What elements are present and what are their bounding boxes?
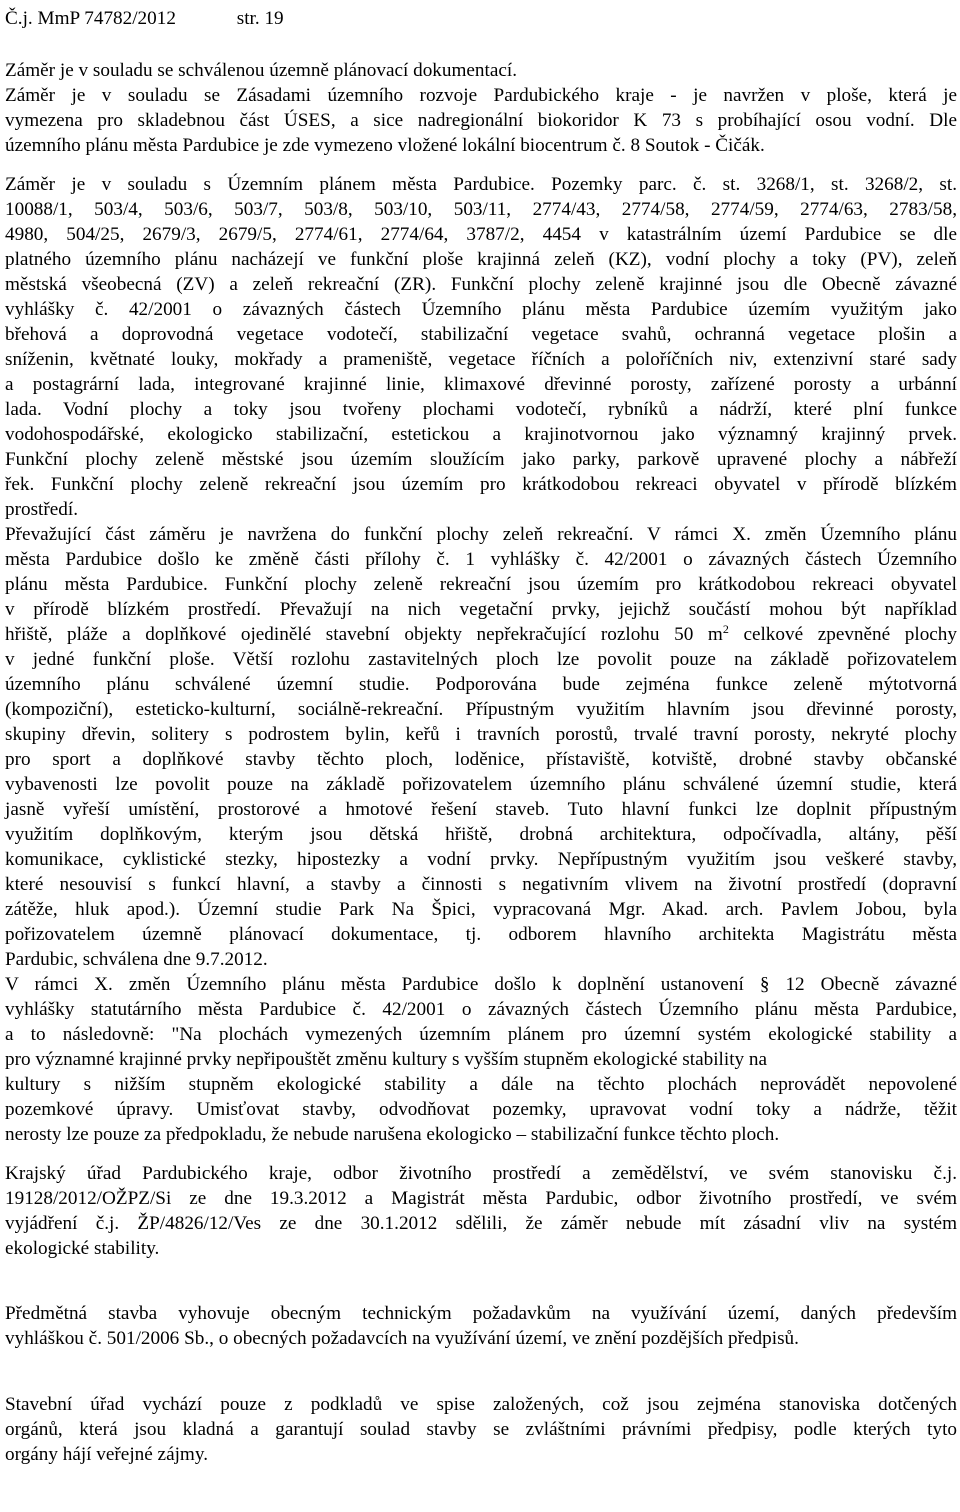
text-line: sníženin, květnaté louky, mokřady a prameniště, vegetace říčních a poloříčních niv, extenzivní staré sady — [5, 349, 957, 370]
paragraph — [5, 172, 957, 522]
text-line: břehová a doprovodná vegetace vodotečí, stabilizační vegetace svahů, ochranná vegetace plošin a — [5, 324, 957, 345]
text-line: Předmětná stavba vyhovuje obecným technickým požadavkům na využívání území, daných především — [5, 1303, 957, 1324]
paragraph — [5, 1161, 957, 1261]
document-page — [5, 6, 957, 1467]
text-line: vodohospodářské, ekologicko stabilizační, estetickou a krajinotvornou jako významný krajinný prvek. — [5, 424, 957, 445]
text-line: vymezena pro skladebnou část ÚSES, a sice nadregionální biokoridor K 73 s probíhající osou vodní. Dle — [5, 110, 957, 131]
text-line: plánu města Pardubice. Funkční plochy zeleně rekreační jsou územím pro krátkodobou rekreaci obyvatel — [5, 574, 957, 595]
text-line: kultury s nižším stupněm ekologické stability a dále na těchto plochách neprovádět nepovolené — [5, 1074, 957, 1095]
text-line: města Pardubice došlo ke změně části přílohy č. 1 vyhlášky č. 42/2001 o závazných částech Územního — [5, 549, 957, 570]
text-line: prostředí. — [5, 499, 79, 520]
paragraph — [5, 1392, 957, 1467]
text-line: vyjádření č.j. ŽP/4826/12/Ves ze dne 30.1.2012 sdělili, že záměr nebude mít zásadní vliv na systém — [5, 1213, 957, 1234]
text-line: Pardubic, schválena dne 9.7.2012. — [5, 949, 268, 970]
text-line: Záměr je v souladu s Územním plánem města Pardubice. Pozemky parc. č. st. 3268/1, st. 3268/2, st. — [5, 174, 957, 195]
text-line: a postagrární lada, integrované krajinné linie, klimaxové dřevinné porosty, zařízené porosty a urbánní — [5, 374, 957, 395]
text-line: územního plánu města Pardubice je zde vymezeno vložené lokální biocentrum č. 8 Soutok - Čičák. — [5, 135, 765, 156]
text-line: Krajský úřad Pardubického kraje, odbor životního prostředí a zemědělství, ve svém stanovisku č.j. — [5, 1163, 957, 1184]
text-line: orgánů, která jsou kladná a garantují soulad stavby se zvláštními právními předpisy, podle kterých tyto — [5, 1419, 957, 1440]
text-line: pro významné krajinné prvky nepřipouštět změnu kultury s vyšším stupněm ekologické stability na — [5, 1049, 768, 1070]
text-line: komunikace, cyklistické stezky, hipostezky a vodní prvky. Nepřípustným využitím jsou veškeré stavby, — [5, 849, 957, 870]
text-line: vyhlášky č. 42/2001 o závazných částech Územního plánu města Pardubice územím využitým jako — [5, 299, 957, 320]
text-line: vyhlášky statutárního města Pardubice č. 42/2001 o závazných částech Územního plánu města Pardubice, — [5, 999, 957, 1020]
text-line: platného územního plánu nacházejí ve funkční ploše krajinná zeleň (KZ), vodní plochy a toky (PV), zeleň — [5, 249, 957, 270]
text-line: zátěže, hluk apod.). Územní studie Park Na Špici, vypracovaná Mgr. Akad. arch. Pavlem Jobou, byla — [5, 899, 957, 920]
text-line: Stavební úřad vychází pouze z podkladů ve spise založených, což jsou zejména stanoviska dotčených — [5, 1394, 957, 1415]
text-line: 10088/1, 503/4, 503/6, 503/7, 503/8, 503/10, 503/11, 2774/43, 2774/58, 2774/59, 2774/63, 2783/58, — [5, 199, 957, 220]
text-line: 19128/2012/OŽPZ/Si ze dne 19.3.2012 a Magistrát města Pardubic, odbor životního prostředí, ve svém — [5, 1188, 957, 1209]
text-line: pro sport a doplňkové stavby těchto ploch, loděnice, přístaviště, kotviště, drobné stavby občanské — [5, 749, 957, 770]
paragraph — [5, 83, 957, 158]
paragraph — [5, 1301, 957, 1351]
page-number: str. 19 — [236, 8, 284, 29]
text-line: Převažující část záměru je navržena do funkční plochy zeleň rekreační. V rámci X. změn Územního plánu — [5, 524, 957, 545]
text-line: územního plánu schválené územní studie. Podporována bude zejména funkce zeleně mýtotvorná — [5, 674, 957, 695]
text-line: pozemkové úpravy. Umisťovat stavby, odvodňovat pozemky, upravovat vodní toky a nádrže, těžit — [5, 1099, 957, 1120]
text-line: a to následovně: "Na plochách vymezených územním plánem pro územní systém ekologické stability a — [5, 1024, 957, 1045]
text-line: Záměr je v souladu se Zásadami územního rozvoje Pardubického kraje - je navržen v ploše, která je — [5, 85, 957, 106]
text-line: Funkční plochy zeleně městské jsou územím sloužícím jako parky, parkově upravené plochy a nábřeží — [5, 449, 957, 470]
text-line: orgány hájí veřejné zájmy. — [5, 1444, 208, 1465]
text-line: V rámci X. změn Územního plánu města Pardubice došlo k doplnění ustanovení § 12 Obecně závazné — [5, 974, 957, 995]
reference-number: Č.j. MmP 74782/2012 — [5, 8, 176, 29]
text-line: využitím doplňkovým, kterým jsou dětská hřiště, drobná architektura, odpočívadla, altány, pěší — [5, 824, 957, 845]
page-header — [5, 6, 957, 31]
text-line: které nesouvisí s funkcí hlavní, a stavby a činnosti s negativním vlivem na životní prostředí (dopravní — [5, 874, 957, 895]
text-line: nerosty lze pouze za předpokladu, že nebude narušena ekologicko – stabilizační funkce těchto ploch. — [5, 1124, 780, 1145]
text-line: skupiny dřevin, solitery s podrostem bylin, keřů i travních porostů, trvalé travní porosty, nekryté plochy — [5, 724, 957, 745]
text-line: lada. Vodní plochy a toky jsou tvořeny plochami vodotečí, rybníků a nádrží, které plní funkce — [5, 399, 957, 420]
text-line: Záměr je v souladu se schválenou územně plánovací dokumentací. — [5, 60, 518, 81]
document-body — [5, 58, 957, 1467]
text-line: 4980, 504/25, 2679/3, 2679/5, 2774/61, 2774/64, 3787/2, 4454 v katastrálním území Pardubice se dle — [5, 224, 957, 245]
text-line: vyhláškou č. 501/2006 Sb., o obecných požadavcích na využívání území, ve znění pozdějších předpisů. — [5, 1328, 799, 1349]
text-line: městská všeobecná (ZV) a zeleň rekreační (ZR). Funkční plochy zeleně krajinné jsou dle Obecně závazné — [5, 274, 957, 295]
text-line: pořizovatelem územně plánovací dokumentace, tj. odborem hlavního architekta Magistrátu města — [5, 924, 957, 945]
text-line: vybavenosti lze povolit pouze na základě pořizovatelem územního plánu schválené územní studie, která — [5, 774, 957, 795]
text-line: řek. Funkční plochy zeleně rekreační jsou územím pro krátkodobou rekreaci obyvatel v přírodě blízkém — [5, 474, 957, 495]
text-line: v jedné funkční ploše. Větší rozlohu zastavitelných ploch lze povolit pouze na základě pořizovatelem — [5, 649, 957, 670]
paragraph — [5, 972, 957, 1147]
text-line: ekologické stability. — [5, 1238, 160, 1259]
text-line: (kompoziční), esteticko-kulturní, sociálně-rekreační. Přípustným využitím hlavním jsou dřevinné porosty, — [5, 699, 957, 720]
text-line: v přírodě blízkém prostředí. Převažují na nich vegetační prvky, jejichž součástí mohou být například — [5, 599, 957, 620]
paragraph — [5, 58, 957, 83]
text-line: hřiště, pláže a doplňkové ojedinělé stavební objekty nepřekračující rozlohu 50 $m^2$ celkové zpevněné plochy — [5, 622, 957, 645]
text-line: jasně vyřeší umístění, prostorové a hmotové řešení staveb. Tuto hlavní funkci lze doplnit přípustným — [5, 799, 957, 820]
paragraph — [5, 522, 957, 972]
